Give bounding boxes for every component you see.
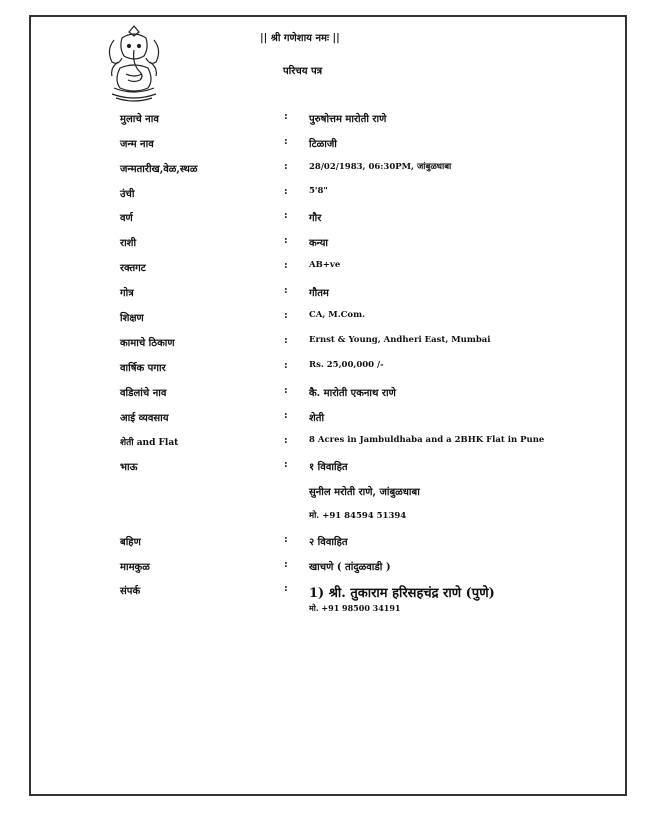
separator: :	[284, 235, 288, 246]
separator: :	[284, 360, 288, 371]
row-birth-name	[0, 136, 653, 154]
field-value: १ विवाहित	[309, 462, 348, 473]
field-value: 28/02/1983, 06:30PM, जांबुळधाबा	[309, 162, 452, 172]
row-father-name	[0, 385, 653, 403]
field-label: उंची	[120, 189, 135, 200]
separator: :	[284, 583, 288, 594]
field-value: शेती	[309, 413, 325, 424]
field-value: कन्या	[309, 238, 329, 249]
field-label: वार्षिक पगार	[120, 363, 166, 374]
field-value: सुनील मरोती राणे, जांबुळधाबा	[309, 487, 420, 498]
field-value: 1) श्री. तुकाराम हरिसहचंद्र राणे (पुणे)	[309, 586, 495, 601]
row-brother-detail	[0, 484, 653, 502]
separator: :	[284, 410, 288, 421]
separator: :	[284, 136, 288, 147]
separator: :	[284, 186, 288, 197]
field-value: मो. +91 98500 34191	[309, 603, 401, 613]
field-value: गौतम	[309, 288, 329, 299]
field-label: बहिण	[120, 537, 141, 548]
separator: :	[284, 335, 288, 346]
row-brother-phone	[0, 510, 653, 528]
separator: :	[284, 385, 288, 396]
field-value: CA, M.Com.	[309, 310, 366, 320]
row-maternal-family	[0, 559, 653, 577]
field-label: रक्तगट	[120, 263, 146, 274]
row-brother	[0, 459, 653, 477]
row-gotra	[0, 285, 653, 303]
page-border	[29, 15, 627, 796]
separator: :	[284, 435, 288, 446]
separator: :	[284, 459, 288, 470]
row-name	[0, 111, 653, 129]
field-value: Rs. 25,00,000 /-	[309, 360, 384, 370]
field-value: AB+ve	[309, 260, 341, 270]
separator: :	[284, 111, 288, 122]
separator: :	[284, 285, 288, 296]
row-contact	[0, 583, 653, 601]
separator: :	[284, 310, 288, 321]
field-label: जन्मतारीख,वेळ,स्थळ	[120, 164, 198, 175]
row-blood-group	[0, 260, 653, 278]
field-value: Ernst & Young, Andheri East, Mumbai	[309, 335, 491, 345]
separator: :	[284, 534, 288, 545]
field-label: शिक्षण	[120, 313, 144, 324]
row-complexion	[0, 210, 653, 228]
field-value: मो. +91 84594 51394	[309, 511, 407, 521]
field-label: भाऊ	[120, 462, 138, 473]
field-value: खाचणे ( तांदुळवाडी )	[309, 562, 391, 573]
separator: :	[284, 260, 288, 271]
field-value: पुरुषोत्तम मारोती राणे	[309, 114, 387, 125]
field-label: संपर्क	[120, 586, 141, 597]
field-label: गोत्र	[120, 288, 134, 299]
field-value: 8 Acres in Jambuldhaba and a 2BHK Flat in Pune	[309, 435, 545, 445]
field-value: 5'8"	[309, 186, 328, 196]
row-mother-occupation	[0, 410, 653, 428]
row-workplace	[0, 335, 653, 353]
field-label: वर्ण	[120, 213, 133, 224]
row-education	[0, 310, 653, 328]
row-rashi	[0, 235, 653, 253]
row-salary	[0, 360, 653, 378]
separator: :	[284, 210, 288, 221]
separator: :	[284, 559, 288, 570]
document-title: परिचय पत्र	[283, 66, 323, 77]
row-property	[0, 435, 653, 453]
field-value: टिळाजी	[309, 139, 337, 150]
invocation-heading: || श्री गणेशाय नमः ||	[260, 33, 340, 44]
field-label: वडिलांचे नाव	[120, 388, 167, 399]
separator: :	[284, 161, 288, 172]
row-sister	[0, 534, 653, 552]
field-label: राशी	[120, 238, 137, 249]
field-value: कै. मारोती एकनाथ राणे	[309, 388, 396, 399]
ganesha-emblem-icon	[104, 22, 164, 104]
field-label: कामाचे ठिकाण	[120, 338, 175, 349]
row-birth-details	[0, 161, 653, 179]
field-label: आई व्यवसाय	[120, 413, 169, 424]
field-value: २ विवाहित	[309, 537, 348, 548]
field-label: जन्म नाव	[120, 139, 154, 150]
row-contact-phone	[0, 603, 653, 621]
field-value: गौर	[309, 213, 322, 224]
row-height	[0, 186, 653, 204]
field-label: मुलाचे नाव	[120, 114, 159, 125]
field-label: शेती and Flat	[120, 438, 179, 448]
field-label: मामकुळ	[120, 562, 150, 573]
